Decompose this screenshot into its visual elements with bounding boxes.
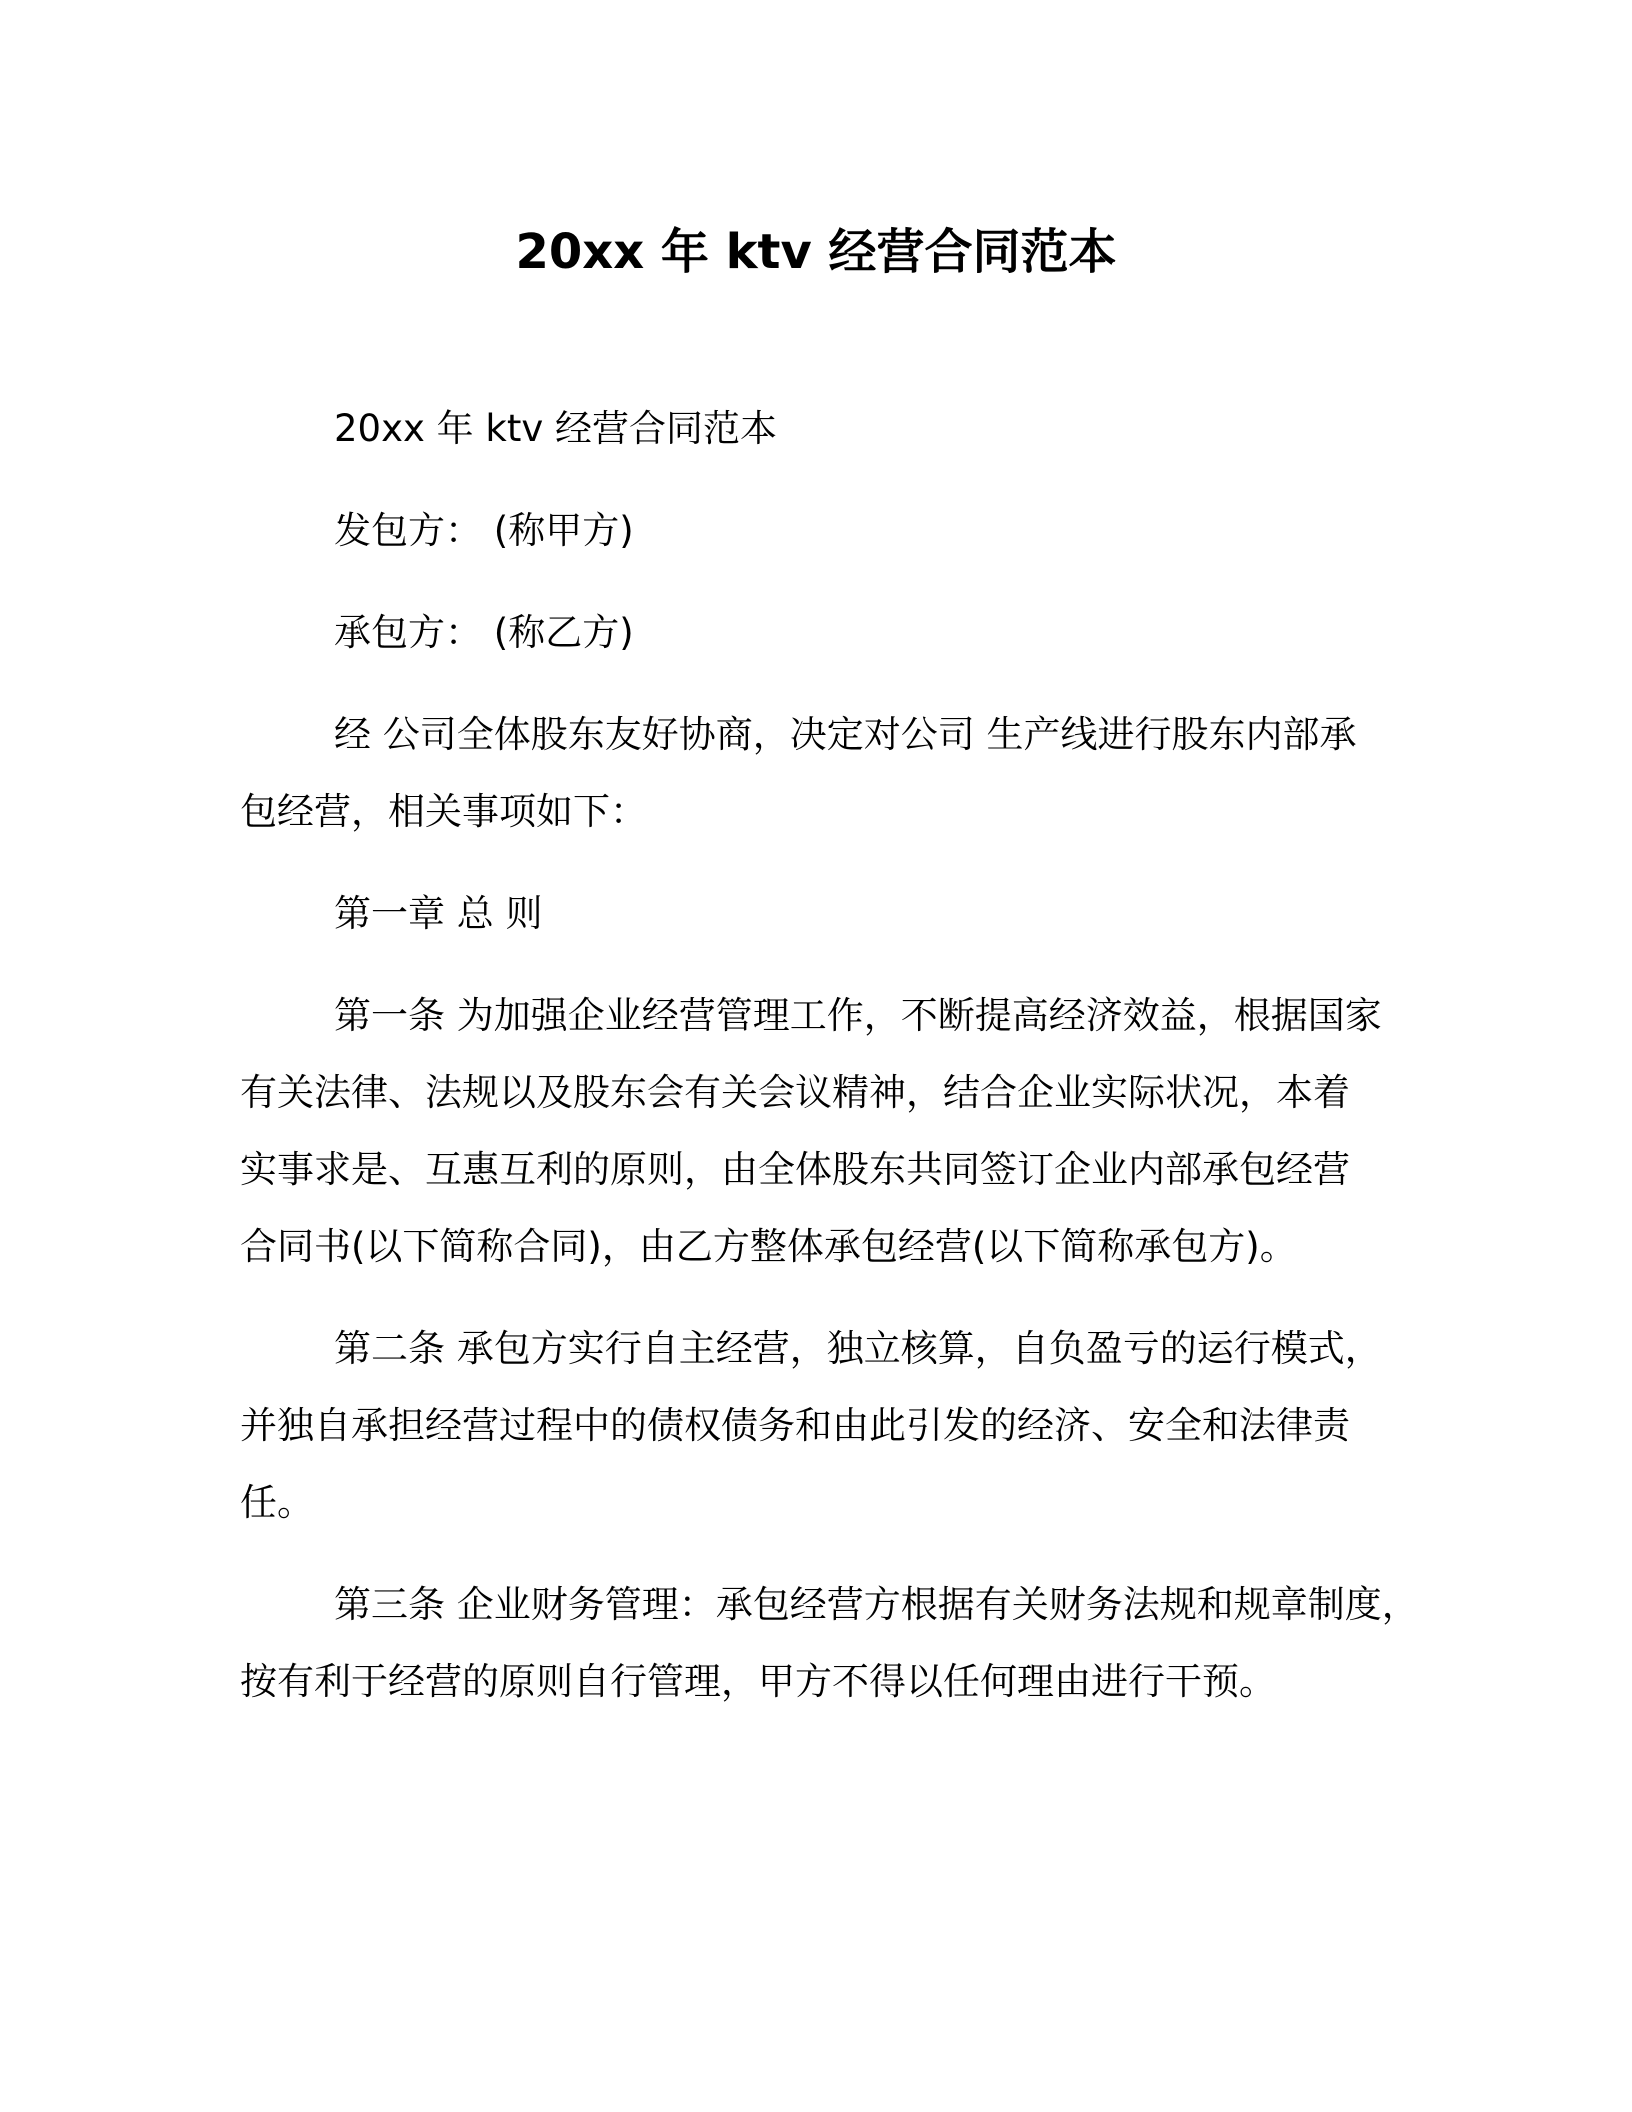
party-b-line: 承包方： (称乙方) — [334, 611, 634, 654]
chapter-heading: 第一章 总 则 — [334, 892, 543, 935]
party-a-line: 发包方： (称甲方) — [334, 509, 634, 552]
paragraph-line: 合同书(以下简称合同)，由乙方整体承包经营(以下简称承包方)。 — [240, 1225, 1297, 1268]
paragraph-line: 实事求是、互惠互利的原则，由全体股东共同签订企业内部承包经营 — [240, 1148, 1350, 1191]
article-3-paragraph — [240, 1566, 1419, 1720]
intro-paragraph — [240, 696, 1400, 850]
document-body — [240, 390, 1419, 1720]
paragraph-line: 任。 — [240, 1481, 314, 1524]
paragraph-line: 经 公司全体股东友好协商，决定对公司 生产线进行股东内部承 — [334, 713, 1357, 756]
subtitle-line: 20xx 年 ktv 经营合同范本 — [334, 407, 777, 450]
paragraph-line: 有关法律、法规以及股东会有关会议精神，结合企业实际状况，本着 — [240, 1071, 1350, 1114]
paragraph-line: 按有利于经营的原则自行管理，甲方不得以任何理由进行干预。 — [240, 1660, 1276, 1703]
article-2-paragraph — [240, 1310, 1400, 1541]
paragraph-line: 并独自承担经营过程中的债权债务和由此引发的经济、安全和法律责 — [240, 1404, 1350, 1447]
paragraph-line: 第三条 企业财务管理：承包经营方根据有关财务法规和规章制度， — [334, 1583, 1419, 1626]
paragraph-line: 第一条 为加强企业经营管理工作，不断提高经济效益，根据国家 — [334, 994, 1382, 1037]
paragraph-line: 第二条 承包方实行自主经营，独立核算，自负盈亏的运行模式， — [334, 1327, 1382, 1370]
article-1-paragraph — [240, 977, 1400, 1285]
paragraph-line: 包经营，相关事项如下： — [240, 790, 647, 833]
document-title: 20xx 年 ktv 经营合同范本 — [515, 224, 1117, 280]
